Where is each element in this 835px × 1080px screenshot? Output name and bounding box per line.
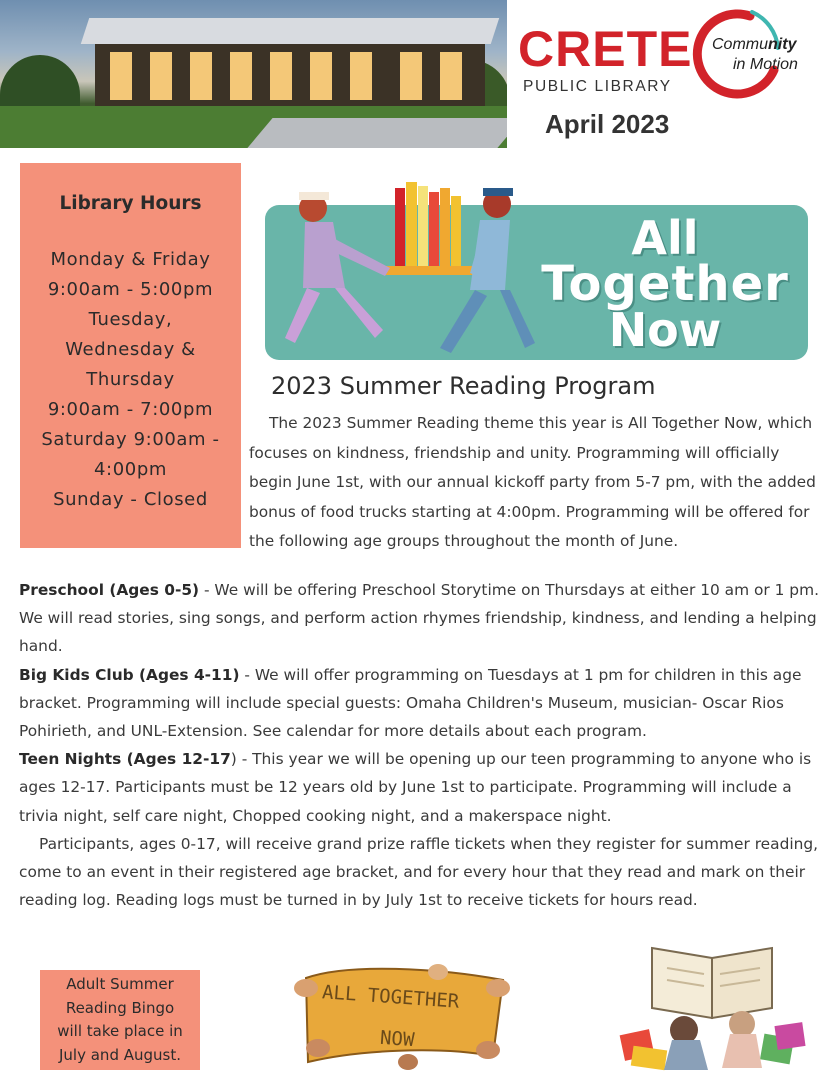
- program-title: 2023 Summer Reading Program: [271, 372, 656, 400]
- bingo-line: Reading Bingo: [65, 998, 175, 1017]
- logo-community-bold: nity: [768, 36, 797, 53]
- banner-word-all: All: [631, 211, 699, 265]
- hours-line: Thursday: [86, 369, 175, 390]
- group-text: ) - This year we will be opening up our teen programming to anyone who is ages 12-17. Participants must be 12 years old by June 1st to participate. Programming will include a trivia night, self care night, Chopped cooking night, and a makerspace night.: [19, 750, 812, 825]
- hours-line: 4:00pm: [94, 459, 167, 480]
- library-hours-box: [20, 163, 241, 548]
- building-window: [440, 52, 462, 100]
- banner-word-now: Now: [608, 303, 722, 357]
- building-window: [230, 52, 252, 100]
- scroll-banner-illustration: [288, 958, 516, 1070]
- age-groups-section: [19, 576, 824, 914]
- hours-line: Monday & Friday: [50, 249, 211, 270]
- newsletter-month: April 2023: [545, 109, 670, 139]
- kids-carrying-books-illustration: [265, 178, 535, 368]
- building-window: [310, 52, 332, 100]
- hours-line: 9:00am - 7:00pm: [47, 399, 214, 420]
- group-label: Teen Nights (Ages 12-17: [19, 750, 231, 769]
- logo-community-prefix: Commu: [712, 36, 769, 53]
- scroll-text-bottom: NOW: [379, 1026, 416, 1052]
- building-window: [270, 52, 292, 100]
- walkway: [247, 118, 507, 148]
- group-text: - We will offer programming on Tuesdays at 1 pm for children in this age bracket. Programming will include special guests: Omaha Children's Museum, musician- Oscar Rios Pohirieth, and UNL-Extension. See calendar for more details about each program.: [19, 665, 802, 741]
- community-circle-icon: [690, 8, 782, 100]
- hours-line: Sunday - Closed: [53, 489, 208, 510]
- banner-word-together: Together: [541, 256, 789, 312]
- library-hours-title: Library Hours: [59, 193, 202, 214]
- hours-line: 9:00am - 5:00pm: [47, 279, 214, 300]
- hours-line: Saturday 9:00am -: [41, 429, 220, 450]
- adult-bingo-box: [40, 970, 200, 1070]
- program-intro-text: The 2023 Summer Reading theme this year is All Together Now, which focuses on kindness, friendship and unity. Programming will officially begin June 1st, with our annual kickoff party from 5-7 pm, with the added bonus of food trucks starting at 4:00pm. Programming will be offered for the following age groups throughout the month of June.: [249, 414, 816, 550]
- bingo-line: Adult Summer: [66, 975, 174, 993]
- group-preschool: [19, 576, 824, 661]
- group-label: Preschool (Ages 0-5): [19, 581, 200, 599]
- library-building-photo: [0, 0, 507, 148]
- group-text: - We will be offering Preschool Storytime on Thursdays at either 10 am or 1 pm. We will read stories, sing songs, and perform action rhymes friendship, kindness, and lending a helping hand.: [19, 581, 819, 656]
- building-window: [400, 52, 422, 100]
- hours-line: Tuesday,: [88, 309, 173, 330]
- logo-in-motion: in Motion: [733, 56, 798, 73]
- hours-line: Wednesday &: [65, 339, 196, 360]
- building-window: [110, 52, 132, 100]
- bingo-line: will take place in: [57, 1022, 183, 1040]
- bingo-line: July and August.: [59, 1045, 181, 1064]
- building-roof: [81, 18, 499, 44]
- scroll-text-top: ALL TOGETHER: [321, 981, 460, 1013]
- group-teen: [19, 745, 824, 830]
- logo-crete: CRETE: [518, 21, 693, 77]
- group-label: Big Kids Club (Ages 4-11): [19, 665, 240, 684]
- raffle-paragraph: Participants, ages 0-17, will receive grand prize raffle tickets when they register for summer reading, come to an event in their registered age bracket, and for every hour that they read and mark on their reading log. Reading logs must be turned in by July 1st to receive tickets for hours read.: [19, 834, 819, 910]
- logo-community: [712, 36, 796, 54]
- building-window: [190, 52, 212, 100]
- building-window: [350, 52, 372, 100]
- group-big-kids: [19, 661, 824, 746]
- logo-public-library: PUBLIC LIBRARY: [523, 78, 672, 95]
- building-window: [150, 52, 172, 100]
- child-reading-book-illustration: [612, 940, 812, 1074]
- banner-title: [530, 211, 800, 357]
- program-intro: [249, 409, 819, 557]
